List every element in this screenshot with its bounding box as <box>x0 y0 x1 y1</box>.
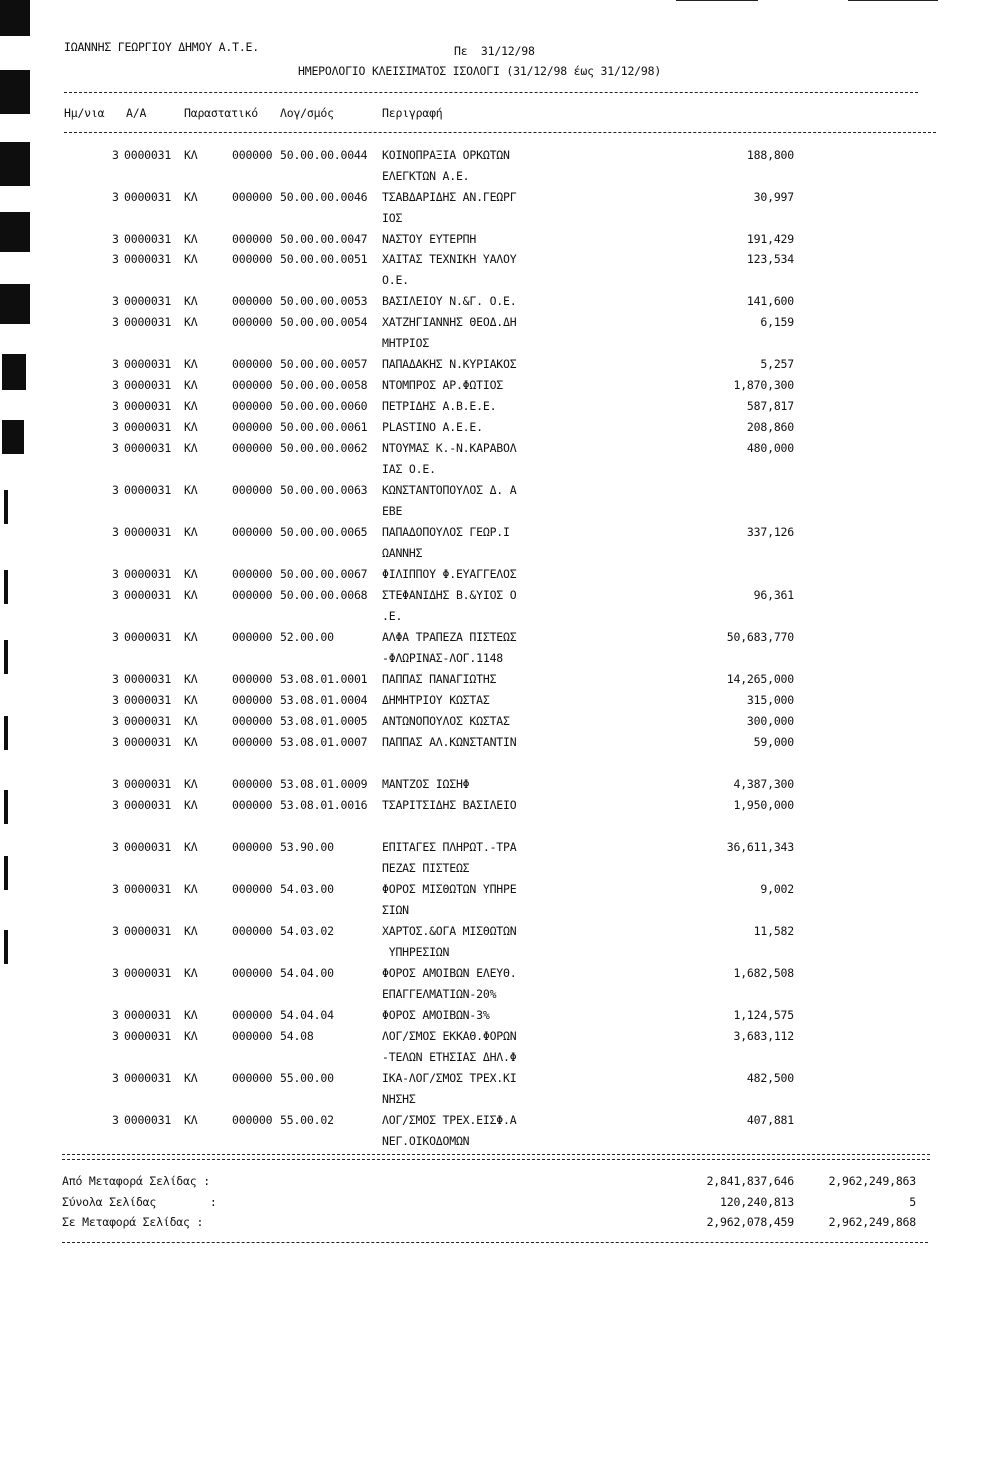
row-day: 3 <box>112 567 119 581</box>
row-day: 3 <box>112 378 119 392</box>
row-aa: 0000031 <box>124 294 172 308</box>
row-debit: 482,500 <box>746 1071 794 1085</box>
row-account: 50.00.00.0054 <box>280 315 368 329</box>
row-day: 3 <box>112 1029 119 1043</box>
totals-label: Σε Μεταφορά Σελίδας : <box>62 1215 204 1229</box>
row-day: 3 <box>112 1008 119 1022</box>
col-document: Παραστατικό <box>184 106 258 120</box>
row-document: 000000 <box>232 483 273 497</box>
row-account: 53.08.01.0001 <box>280 672 368 686</box>
row-type: ΚΛ <box>184 1008 198 1022</box>
row-document: 000000 <box>232 798 273 812</box>
row-description: ΒΑΣΙΛΕΙΟΥ Ν.&Γ. Ο.Ε. <box>382 294 517 308</box>
row-day: 3 <box>112 1113 119 1127</box>
row-description: ΙΟΣ <box>382 211 403 225</box>
row-account: 54.03.02 <box>280 924 334 938</box>
row-aa: 0000031 <box>124 798 172 812</box>
row-aa: 0000031 <box>124 1113 172 1127</box>
row-description: ΕΠΑΓΓΕΛΜΑΤΙΩΝ-20% <box>382 987 497 1001</box>
row-type: ΚΛ <box>184 232 198 246</box>
row-type: ΚΛ <box>184 252 198 266</box>
row-account: 53.08.01.0016 <box>280 798 368 812</box>
report-title: ΗΜΕΡΟΛΟΓΙΟ ΚΛΕΙΣΙΜΑΤΟΣ ΙΣΟΛΟΓΙ (31/12/98 έως 31/12/98) <box>298 64 662 78</box>
row-debit: 300,000 <box>746 714 794 728</box>
row-debit: 96,361 <box>753 588 794 602</box>
row-type: ΚΛ <box>184 567 198 581</box>
row-account: 55.00.00 <box>280 1071 334 1085</box>
row-aa: 0000031 <box>124 315 172 329</box>
row-aa: 0000031 <box>124 966 172 980</box>
row-account: 53.08.01.0007 <box>280 735 368 749</box>
row-day: 3 <box>112 1071 119 1085</box>
row-day: 3 <box>112 399 119 413</box>
row-debit: 407,881 <box>746 1113 794 1127</box>
row-document: 000000 <box>232 378 273 392</box>
row-debit: 11,582 <box>753 924 794 938</box>
row-day: 3 <box>112 441 119 455</box>
row-debit: 5,257 <box>760 357 794 371</box>
row-debit: 30,997 <box>753 190 794 204</box>
row-type: ΚΛ <box>184 672 198 686</box>
row-type: ΚΛ <box>184 399 198 413</box>
row-debit: 480,000 <box>746 441 794 455</box>
row-document: 000000 <box>232 1029 273 1043</box>
row-aa: 0000031 <box>124 1029 172 1043</box>
row-debit: 188,800 <box>746 148 794 162</box>
row-document: 000000 <box>232 966 273 980</box>
row-account: 50.00.00.0062 <box>280 441 368 455</box>
row-account: 50.00.00.0046 <box>280 190 368 204</box>
totals-label: Σύνολα Σελίδας : <box>62 1195 217 1209</box>
row-document: 000000 <box>232 357 273 371</box>
row-debit: 141,600 <box>746 294 794 308</box>
row-day: 3 <box>112 735 119 749</box>
row-description: ΧΑΡΤΟΣ.&ΟΓΑ ΜΙΣΘΩΤΩΝ <box>382 924 517 938</box>
row-description: Ο.Ε. <box>382 273 409 287</box>
row-account: 50.00.00.0058 <box>280 378 368 392</box>
row-aa: 0000031 <box>124 630 172 644</box>
row-day: 3 <box>112 966 119 980</box>
row-account: 55.00.02 <box>280 1113 334 1127</box>
row-type: ΚΛ <box>184 630 198 644</box>
row-debit: 3,683,112 <box>733 1029 794 1043</box>
row-document: 000000 <box>232 924 273 938</box>
row-debit: 123,534 <box>746 252 794 266</box>
row-document: 000000 <box>232 840 273 854</box>
row-aa: 0000031 <box>124 588 172 602</box>
row-description: ΝΤΟΥΜΑΣ Κ.-Ν.ΚΑΡΑΒΟΛ <box>382 441 517 455</box>
row-document: 000000 <box>232 525 273 539</box>
row-account: 50.00.00.0061 <box>280 420 368 434</box>
row-description: ΠΑΠΠΑΣ ΑΛ.ΚΩΝΣΤΑΝΤΙΝ <box>382 735 517 749</box>
row-type: ΚΛ <box>184 1029 198 1043</box>
row-aa: 0000031 <box>124 693 172 707</box>
row-account: 50.00.00.0067 <box>280 567 368 581</box>
row-day: 3 <box>112 315 119 329</box>
col-date: Ημ/νια <box>64 106 105 120</box>
row-description: ΤΣΑΒΔΑΡΙΔΗΣ ΑΝ.ΓΕΩΡΓ <box>382 190 517 204</box>
row-day: 3 <box>112 232 119 246</box>
row-account: 54.08 <box>280 1029 314 1043</box>
row-account: 54.04.00 <box>280 966 334 980</box>
row-description: ΜΗΤΡΙΟΣ <box>382 336 430 350</box>
row-aa: 0000031 <box>124 882 172 896</box>
row-debit: 4,387,300 <box>733 777 794 791</box>
row-description: ΠΑΠΑΔΑΚΗΣ Ν.ΚΥΡΙΑΚΟΣ <box>382 357 517 371</box>
totals-credit: 5 <box>909 1195 916 1209</box>
row-description: ΣΙΩΝ <box>382 903 409 917</box>
row-document: 000000 <box>232 1113 273 1127</box>
row-day: 3 <box>112 420 119 434</box>
company-name: ΙΩΑΝΝΗΣ ΓΕΩΡΓΙΟΥ ΔΗΜΟΥ Α.Τ.Ε. <box>64 40 259 54</box>
totals-credit: 2,962,249,868 <box>828 1215 916 1229</box>
row-description: ΠΑΠΑΔΟΠΟΥΛΟΣ ΓΕΩΡ.Ι <box>382 525 510 539</box>
row-aa: 0000031 <box>124 378 172 392</box>
row-type: ΚΛ <box>184 420 198 434</box>
row-type: ΚΛ <box>184 840 198 854</box>
row-document: 000000 <box>232 420 273 434</box>
row-description: ΝΗΣΗΣ <box>382 1092 416 1106</box>
row-account: 50.00.00.0063 <box>280 483 368 497</box>
row-document: 000000 <box>232 441 273 455</box>
row-day: 3 <box>112 693 119 707</box>
row-type: ΚΛ <box>184 966 198 980</box>
row-type: ΚΛ <box>184 777 198 791</box>
row-account: 53.08.01.0009 <box>280 777 368 791</box>
row-aa: 0000031 <box>124 1071 172 1085</box>
row-document: 000000 <box>232 190 273 204</box>
totals-debit: 2,962,078,459 <box>706 1215 794 1229</box>
row-description: ΦΟΡΟΣ ΜΙΣΘΩΤΩΝ ΥΠΗΡΕ <box>382 882 517 896</box>
row-account: 53.90.00 <box>280 840 334 854</box>
row-description: ΧΑΤΖΗΓΙΑΝΝΗΣ ΘΕΟΔ.ΔΗ <box>382 315 517 329</box>
row-type: ΚΛ <box>184 525 198 539</box>
row-description: ΑΝΤΩΝΟΠΟΥΛΟΣ ΚΩΣΤΑΣ <box>382 714 510 728</box>
row-day: 3 <box>112 630 119 644</box>
row-description: ΦΟΡΟΣ ΑΜΟΙΒΩΝ-3% <box>382 1008 490 1022</box>
totals-rule-top <box>62 1154 930 1160</box>
row-type: ΚΛ <box>184 1071 198 1085</box>
row-debit: 1,682,508 <box>733 966 794 980</box>
row-description: PLASTINO Α.Ε.Ε. <box>382 420 483 434</box>
row-debit: 208,860 <box>746 420 794 434</box>
row-day: 3 <box>112 525 119 539</box>
row-debit: 50,683,770 <box>726 630 794 644</box>
row-document: 000000 <box>232 693 273 707</box>
row-day: 3 <box>112 777 119 791</box>
row-debit: 9,002 <box>760 882 794 896</box>
header-rule-bottom <box>64 132 936 133</box>
row-account: 50.00.00.0051 <box>280 252 368 266</box>
row-document: 000000 <box>232 252 273 266</box>
row-account: 50.00.00.0060 <box>280 399 368 413</box>
row-debit: 59,000 <box>753 735 794 749</box>
row-description: .Ε. <box>382 609 403 623</box>
row-aa: 0000031 <box>124 441 172 455</box>
row-document: 000000 <box>232 1008 273 1022</box>
row-document: 000000 <box>232 148 273 162</box>
row-description: ΙΚΑ-ΛΟΓ/ΣΜΟΣ ΤΡΕΧ.ΚΙ <box>382 1071 517 1085</box>
totals-rule-bottom <box>62 1242 928 1243</box>
row-account: 50.00.00.0065 <box>280 525 368 539</box>
row-description: ΥΠΗΡΕΣΙΩΝ <box>382 945 450 959</box>
row-debit: 337,126 <box>746 525 794 539</box>
row-aa: 0000031 <box>124 232 172 246</box>
row-account: 53.08.01.0005 <box>280 714 368 728</box>
totals-label: Από Μεταφορά Σελίδας : <box>62 1174 210 1188</box>
row-document: 000000 <box>232 777 273 791</box>
row-aa: 0000031 <box>124 148 172 162</box>
row-document: 000000 <box>232 882 273 896</box>
row-document: 000000 <box>232 1071 273 1085</box>
row-aa: 0000031 <box>124 525 172 539</box>
row-day: 3 <box>112 840 119 854</box>
row-account: 54.04.04 <box>280 1008 334 1022</box>
row-type: ΚΛ <box>184 190 198 204</box>
row-day: 3 <box>112 588 119 602</box>
row-debit: 587,817 <box>746 399 794 413</box>
row-aa: 0000031 <box>124 190 172 204</box>
row-debit: 6,159 <box>760 315 794 329</box>
row-day: 3 <box>112 924 119 938</box>
row-description: -ΤΕΛΩΝ ΕΤΗΣΙΑΣ ΔΗΛ.Φ <box>382 1050 517 1064</box>
row-day: 3 <box>112 672 119 686</box>
row-description: ΦΙΛΙΠΠΟΥ Φ.ΕΥΑΓΓΕΛΟΣ <box>382 567 517 581</box>
totals-debit: 120,240,813 <box>720 1195 794 1209</box>
row-account: 54.03.00 <box>280 882 334 896</box>
row-description: ΣΤΕΦΑΝΙΔΗΣ Β.&ΥΙΟΣ Ο <box>382 588 517 602</box>
row-debit: 14,265,000 <box>726 672 794 686</box>
row-account: 53.08.01.0004 <box>280 693 368 707</box>
row-account: 50.00.00.0044 <box>280 148 368 162</box>
row-day: 3 <box>112 483 119 497</box>
row-description: ΕΠΙΤΑΓΕΣ ΠΛΗΡΩΤ.-ΤΡΑ <box>382 840 517 854</box>
row-aa: 0000031 <box>124 357 172 371</box>
row-account: 52.00.00 <box>280 630 334 644</box>
row-debit: 1,950,000 <box>733 798 794 812</box>
row-description: ΩΑΝΝΗΣ <box>382 546 423 560</box>
row-account: 50.00.00.0057 <box>280 357 368 371</box>
row-description: ΤΣΑΡΙΤΣΙΔΗΣ ΒΑΣΙΛΕΙΟ <box>382 798 517 812</box>
row-day: 3 <box>112 252 119 266</box>
row-description: ΠΕΤΡΙΔΗΣ Α.Β.Ε.Ε. <box>382 399 497 413</box>
row-aa: 0000031 <box>124 399 172 413</box>
row-aa: 0000031 <box>124 924 172 938</box>
row-document: 000000 <box>232 294 273 308</box>
col-description: Περιγραφή <box>382 106 443 120</box>
col-aa: Α/Α <box>126 106 147 120</box>
row-type: ΚΛ <box>184 148 198 162</box>
row-account: 50.00.00.0068 <box>280 588 368 602</box>
row-document: 000000 <box>232 588 273 602</box>
row-document: 000000 <box>232 232 273 246</box>
row-aa: 0000031 <box>124 420 172 434</box>
row-aa: 0000031 <box>124 672 172 686</box>
row-aa: 0000031 <box>124 252 172 266</box>
row-description: ΝΕΓ.ΟΙΚΟΔΟΜΩΝ <box>382 1134 470 1148</box>
row-type: ΚΛ <box>184 693 198 707</box>
row-day: 3 <box>112 148 119 162</box>
row-description: ΧΑΙΤΑΣ ΤΕΧΝΙΚΗ ΥΑΛΟΥ <box>382 252 517 266</box>
row-type: ΚΛ <box>184 714 198 728</box>
row-day: 3 <box>112 190 119 204</box>
row-type: ΚΛ <box>184 294 198 308</box>
row-type: ΚΛ <box>184 588 198 602</box>
row-document: 000000 <box>232 672 273 686</box>
totals-credit: 2,962,249,863 <box>828 1174 916 1188</box>
row-type: ΚΛ <box>184 798 198 812</box>
row-type: ΚΛ <box>184 315 198 329</box>
totals-debit: 2,841,837,646 <box>706 1174 794 1188</box>
row-debit: 1,870,300 <box>733 378 794 392</box>
row-document: 000000 <box>232 315 273 329</box>
row-aa: 0000031 <box>124 777 172 791</box>
row-description: ΝΤΟΜΠΡΟΣ ΑΡ.ΦΩΤΙΟΣ <box>382 378 504 392</box>
row-type: ΚΛ <box>184 357 198 371</box>
row-day: 3 <box>112 798 119 812</box>
row-day: 3 <box>112 882 119 896</box>
row-debit: 1,124,575 <box>733 1008 794 1022</box>
row-aa: 0000031 <box>124 735 172 749</box>
row-description: ΝΑΣΤΟΥ ΕΥΤΕΡΠΗ <box>382 232 477 246</box>
col-account: Λογ/σμός <box>280 106 334 120</box>
row-description: ΠΕΖΑΣ ΠΙΣΤΕΩΣ <box>382 861 470 875</box>
row-description: ΚΩΝΣΤΑΝΤΟΠΟΥΛΟΣ Δ. Α <box>382 483 517 497</box>
row-aa: 0000031 <box>124 840 172 854</box>
row-description: ΚΟΙΝΟΠΡΑΞΙΑ ΟΡΚΩΤΩΝ <box>382 148 510 162</box>
row-description: ΛΟΓ/ΣΜΟΣ ΤΡΕΧ.ΕΙΣΦ.Α <box>382 1113 517 1127</box>
row-day: 3 <box>112 294 119 308</box>
row-description: -ΦΛΩΡΙΝΑΣ-ΛΟΓ.1148 <box>382 651 504 665</box>
row-account: 50.00.00.0047 <box>280 232 368 246</box>
row-description: ΕΛΕΓΚΤΩΝ Α.Ε. <box>382 169 470 183</box>
row-description: ΠΑΠΠΑΣ ΠΑΝΑΓΙΩΤΗΣ <box>382 672 497 686</box>
row-type: ΚΛ <box>184 378 198 392</box>
row-debit: 191,429 <box>746 232 794 246</box>
row-type: ΚΛ <box>184 882 198 896</box>
header-rule-top <box>64 92 918 93</box>
row-aa: 0000031 <box>124 714 172 728</box>
row-debit: 36,611,343 <box>726 840 794 854</box>
row-type: ΚΛ <box>184 441 198 455</box>
row-type: ΚΛ <box>184 735 198 749</box>
row-description: ΜΑΝΤΖΟΣ ΙΩΣΗΦ <box>382 777 470 791</box>
row-type: ΚΛ <box>184 1113 198 1127</box>
row-document: 000000 <box>232 714 273 728</box>
row-day: 3 <box>112 714 119 728</box>
row-document: 000000 <box>232 567 273 581</box>
row-type: ΚΛ <box>184 483 198 497</box>
row-description: ΑΛΦΑ ΤΡΑΠΕΖΑ ΠΙΣΤΕΩΣ <box>382 630 517 644</box>
row-type: ΚΛ <box>184 924 198 938</box>
row-aa: 0000031 <box>124 483 172 497</box>
row-aa: 0000031 <box>124 567 172 581</box>
row-debit: 315,000 <box>746 693 794 707</box>
row-description: ΔΗΜΗΤΡΙΟΥ ΚΩΣΤΑΣ <box>382 693 490 707</box>
report-date: Πε 31/12/98 <box>454 44 535 58</box>
row-document: 000000 <box>232 735 273 749</box>
row-document: 000000 <box>232 630 273 644</box>
row-description: ΛΟΓ/ΣΜΟΣ ΕΚΚΑΘ.ΦΟΡΩΝ <box>382 1029 517 1043</box>
row-account: 50.00.00.0053 <box>280 294 368 308</box>
row-document: 000000 <box>232 399 273 413</box>
row-description: ΦΟΡΟΣ ΑΜΟΙΒΩΝ ΕΛΕΥΘ. <box>382 966 517 980</box>
row-day: 3 <box>112 357 119 371</box>
row-description: ΙΑΣ Ο.Ε. <box>382 462 436 476</box>
row-aa: 0000031 <box>124 1008 172 1022</box>
row-description: ΕΒΕ <box>382 504 403 518</box>
